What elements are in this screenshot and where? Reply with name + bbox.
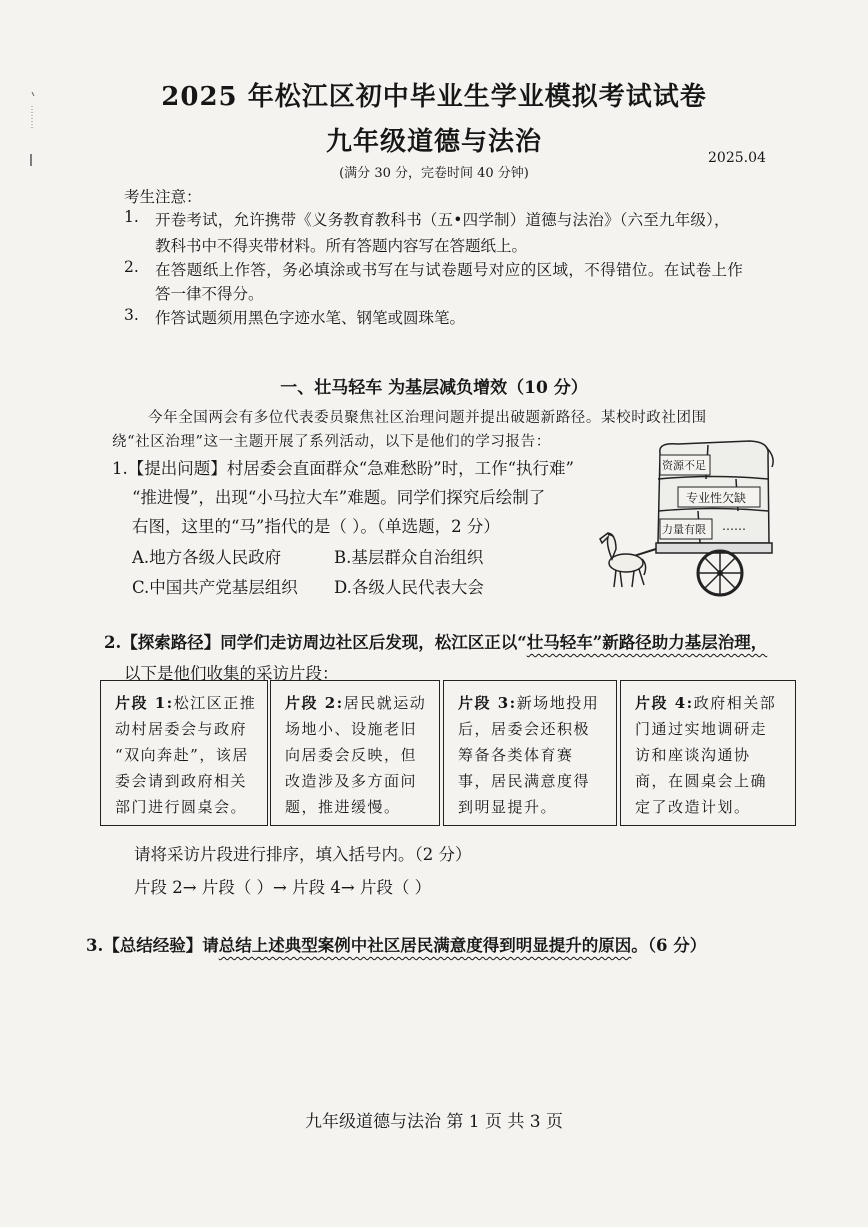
notice-item-2-num: 2. <box>124 258 139 276</box>
notice-item-1-num: 1. <box>124 208 139 226</box>
horse-cart-illustration <box>598 437 788 607</box>
q1-line1: 1.【提出问题】村居委会直面群众“急难愁盼”时，工作“执行难” <box>112 459 574 478</box>
section-intro-line1: 今年全国两会有多位代表委员聚焦社区治理问题并提出破题新路径。某校时政社团围 <box>148 410 707 426</box>
fragment-3-line2: 后，居委会还积极 <box>458 720 591 738</box>
fragment-3-line5: 到明显提升。 <box>458 798 558 816</box>
q3-underlined: 总结上述典型案例中社区居民满意度得到明显提升的原因 <box>218 936 632 955</box>
notice-item-1-line2: 教科书中不得夹带材料。所有答题内容写在答题纸上。 <box>155 237 528 255</box>
fragment-3-line4: 事，居民满意度得 <box>458 772 591 790</box>
q2-line1 <box>104 629 767 653</box>
q1-option-b: B.基层群众自治组织 <box>334 548 484 567</box>
q1-option-d: D.各级人民代表大会 <box>334 578 484 597</box>
notice-item-2-line1: 在答题纸上作答，务必填涂或书写在与试卷题号对应的区域，不得错位。在试卷上作 <box>155 261 744 279</box>
label-capacity: 力量有限 <box>662 523 706 536</box>
fragment-2-line1: 居民就运动 <box>343 694 427 712</box>
q1-line2: “推进慢”，出现“小马拉大车”难题。同学们探究后绘制了 <box>132 488 546 507</box>
subject-title: 九年级道德与法治 <box>325 127 542 157</box>
notice-item-2-line2: 答一律不得分。 <box>155 285 264 303</box>
label-expertise: 专业性欠缺 <box>686 491 747 505</box>
exam-date: 2025.04 <box>708 150 766 166</box>
fragment-3-line1: 新场地投用 <box>516 694 600 712</box>
fragment-4-label: 片段 4: <box>635 694 694 712</box>
q1-line3: 右图，这里的“马”指代的是（ ）。（单选题，2 分） <box>132 517 500 536</box>
fragment-1-label: 片段 1: <box>115 694 174 712</box>
fragment-2-line5: 题，推进缓慢。 <box>285 798 401 816</box>
fragment-1-line1: 松江区正推 <box>173 694 257 712</box>
notice-item-3-num: 3. <box>124 306 139 324</box>
notice-heading: 考生注意： <box>124 188 202 206</box>
fragment-3-label: 片段 3: <box>458 694 517 712</box>
exam-info: (满分 30 分，完卷时间 40 分钟) <box>339 166 529 181</box>
q2-sequence: 片段 2→ 片段（ ）→ 片段 4→ 片段（ ） <box>134 878 432 897</box>
q2-line2: 以下是他们收集的采访片段： <box>124 664 339 683</box>
label-resources: 资源不足 <box>662 459 706 472</box>
fragment-4-line2: 门通过实地调研走 <box>635 720 768 738</box>
q1-option-a: A.地方各级人民政府 <box>132 548 282 567</box>
page-footer: 九年级道德与法治 第 1 页 共 3 页 <box>304 1112 564 1132</box>
fragment-2-line4: 改造涉及多方面问 <box>285 772 418 790</box>
notice-item-3-line1: 作答试题须用黑色字迹水笔、钢笔或圆珠笔。 <box>155 309 466 327</box>
q2-highlight: 壮马轻车”新路径助力基层治理， <box>526 633 768 652</box>
section-title: 一、壮马轻车 为基层减负增效（10 分） <box>280 378 588 398</box>
fragment-4-line4: 商，在圆桌会上确 <box>635 772 768 790</box>
fragment-4-line1: 政府相关部 <box>693 694 777 712</box>
q2-instruction: 请将采访片段进行排序，填入括号内。（2 分） <box>134 845 472 864</box>
notice-item-1-line1: 开卷考试，允许携带《义务教育教科书（五•四学制）道德与法治》（六至九年级）， <box>155 211 730 229</box>
fragment-1-line5: 部门进行圆桌会。 <box>115 798 248 816</box>
fragment-4 <box>620 680 796 826</box>
fragment-1-line4: 委会请到政府相关 <box>115 772 248 790</box>
fragment-2 <box>270 680 440 826</box>
q2-prefix: 2.【探索路径】同学们走访周边社区后发现，松江区正以“ <box>104 633 527 652</box>
q1-option-c: C.中国共产党基层组织 <box>132 578 298 597</box>
fragment-3 <box>443 680 617 826</box>
label-ellipsis: …… <box>722 519 746 533</box>
q3-question <box>86 932 706 956</box>
fragment-2-line3: 向居委会反映，但 <box>285 746 418 764</box>
q3-suffix: 。（6 分） <box>631 936 707 955</box>
exam-title: 2025 年松江区初中毕业生学业模拟考试试卷 <box>161 82 707 112</box>
section-intro-line2: 绕“社区治理”这一主题开展了系列活动，以下是他们的学习报告： <box>112 434 551 450</box>
fragment-2-label: 片段 2: <box>285 694 344 712</box>
fragment-3-line3: 筹备各类体育赛 <box>458 746 574 764</box>
fragment-1-line3: “双向奔赴”，该居 <box>115 746 249 764</box>
fragment-2-line2: 场地小、设施老旧 <box>285 720 418 738</box>
fragment-4-line5: 定了改造计划。 <box>635 798 751 816</box>
fragment-1 <box>100 680 268 826</box>
q3-prefix: 3.【总结经验】请 <box>86 936 219 955</box>
fragment-1-line2: 动村居委会与政府 <box>115 720 248 738</box>
fragment-4-line3: 访和座谈沟通协 <box>635 746 751 764</box>
